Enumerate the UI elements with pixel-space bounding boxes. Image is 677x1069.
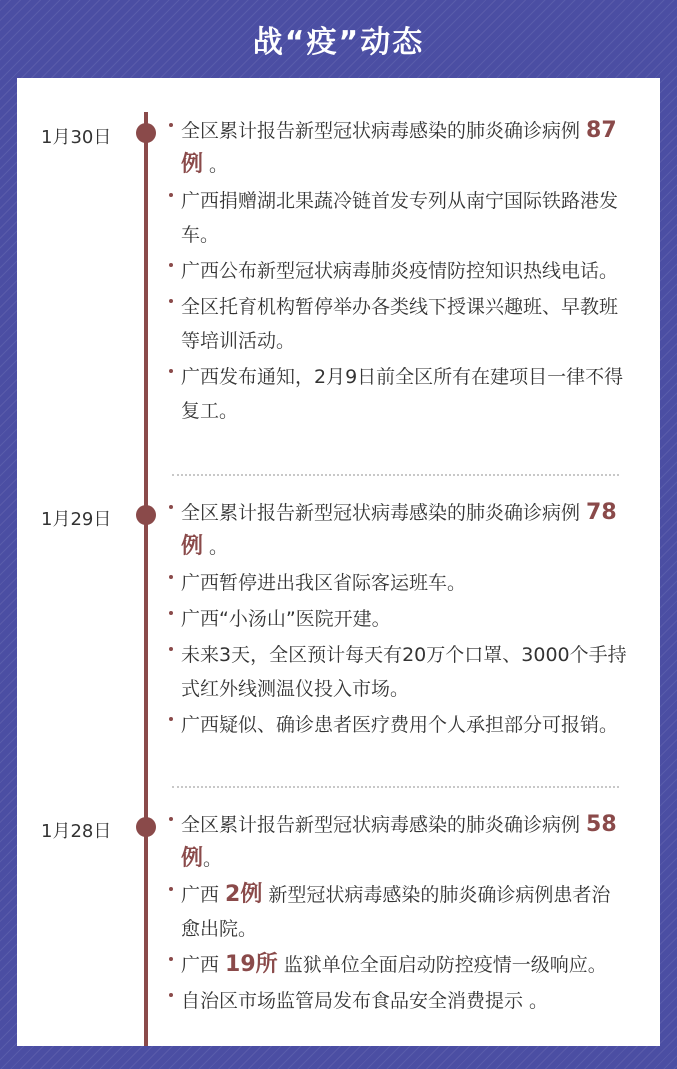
item-text: 广西疑似、确诊患者医疗费用个人承担部分可报销。 bbox=[181, 714, 619, 736]
item-text: 广西公布新型冠状病毒肺炎疫情防控知识热线电话。 bbox=[181, 260, 619, 282]
item-text-end: 监狱单位全面启动防控疫情一级响应。 bbox=[277, 954, 607, 976]
list-item bbox=[169, 602, 629, 636]
highlight-number: 78例 bbox=[181, 500, 617, 559]
item-text: 广西 bbox=[181, 884, 226, 906]
item-text-end: 。 bbox=[203, 848, 223, 870]
timeline-dot bbox=[136, 123, 156, 143]
list-item bbox=[169, 360, 629, 428]
list-item bbox=[169, 114, 629, 182]
item-text: 广西暂停进出我区省际客运班车。 bbox=[181, 572, 467, 594]
list-item bbox=[169, 496, 629, 564]
item-text: 未来3天，全区预计每天有20万个口罩、3000个手持式红外线测温仪投入市场。 bbox=[181, 644, 627, 700]
highlight-number: 2例 bbox=[225, 882, 263, 907]
item-text: 全区托育机构暂停举办各类线下授课兴趣班、早教班等培训活动。 bbox=[181, 296, 619, 352]
item-text: 广西 bbox=[181, 954, 226, 976]
highlight-number: 58例 bbox=[181, 812, 617, 871]
item-text-end: 。 bbox=[203, 154, 229, 176]
section-date: 1月30日 bbox=[41, 127, 112, 148]
list-item bbox=[169, 254, 629, 288]
item-text: 全区累计报告新型冠状病毒感染的肺炎确诊病例 bbox=[181, 814, 587, 836]
item-text-end: 新型冠状病毒感染的肺炎确诊病例患者治愈出院。 bbox=[181, 884, 611, 940]
list-item bbox=[169, 290, 629, 358]
list-item bbox=[169, 984, 629, 1018]
timeline-line bbox=[144, 112, 148, 1046]
page-title: 战“疫”动态 bbox=[252, 25, 425, 60]
item-text: 广西捐赠湖北果蔬冷链首发专列从南宁国际铁路港发车。 bbox=[181, 190, 619, 246]
section-items bbox=[169, 808, 629, 1020]
timeline-card bbox=[17, 78, 660, 1046]
item-text: 广西发布通知，2月9日前全区所有在建项目一律不得复工。 bbox=[181, 366, 624, 422]
section-items bbox=[169, 496, 629, 744]
list-item bbox=[169, 638, 629, 706]
section-divider bbox=[172, 786, 619, 788]
item-text: 全区累计报告新型冠状病毒感染的肺炎确诊病例 bbox=[181, 502, 587, 524]
list-item bbox=[169, 708, 629, 742]
highlight-number: 19所 bbox=[225, 952, 278, 977]
section-date: 1月28日 bbox=[41, 821, 112, 842]
timeline-dot bbox=[136, 505, 156, 525]
item-text-end: 。 bbox=[203, 536, 229, 558]
list-item bbox=[169, 566, 629, 600]
timeline-dot bbox=[136, 817, 156, 837]
list-item bbox=[169, 948, 629, 982]
section-items bbox=[169, 114, 629, 430]
item-text: 全区累计报告新型冠状病毒感染的肺炎确诊病例 bbox=[181, 120, 587, 142]
item-text: 自治区市场监管局发布食品安全消费提示 。 bbox=[181, 990, 549, 1012]
highlight-number: 87例 bbox=[181, 118, 617, 177]
item-text: 广西“小汤山”医院开建。 bbox=[181, 608, 391, 630]
list-item bbox=[169, 808, 629, 876]
list-item bbox=[169, 878, 629, 946]
list-item bbox=[169, 184, 629, 252]
section-divider bbox=[172, 474, 619, 476]
section-date: 1月29日 bbox=[41, 509, 112, 530]
